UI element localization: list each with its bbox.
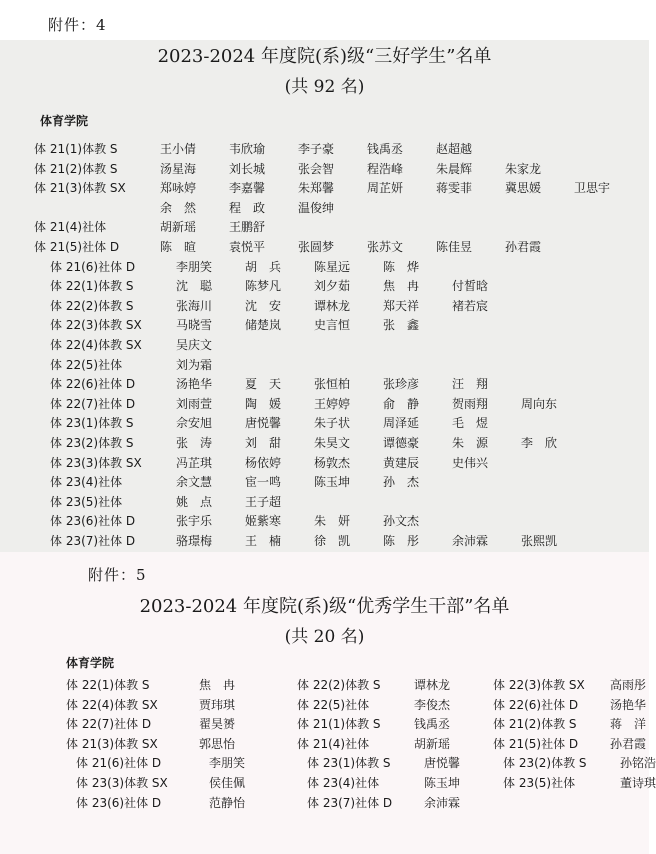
student-name: 高雨彤 xyxy=(610,678,647,692)
student-name: 翟昊赟 xyxy=(199,717,236,732)
student-name: 余沛霖 xyxy=(452,534,489,548)
student-name: 付皙晗 xyxy=(452,279,489,294)
student-name: 冀思媛 xyxy=(505,181,542,196)
student-name: 蒋 洋 xyxy=(610,717,647,732)
class-name: 体 23(6)社体 D xyxy=(50,514,136,529)
student-name: 汤星海 xyxy=(160,161,197,176)
class-name: 体 21(3)体教 SX xyxy=(66,736,158,751)
student-name: 朱郑馨 xyxy=(298,181,335,196)
student-name: 王小倩 xyxy=(160,142,197,156)
college-name: 体育学院 xyxy=(40,114,89,128)
student-name: 李朋笑 xyxy=(209,756,246,771)
student-name: 朱昊文 xyxy=(314,436,351,450)
student-name: 谭德豪 xyxy=(383,436,420,450)
table-row xyxy=(0,493,649,511)
student-name: 朱晨辉 xyxy=(436,161,473,176)
class-name: 体 21(2)体教 S xyxy=(34,161,118,176)
class-name: 体 22(3)体教 SX xyxy=(50,318,142,333)
student-name: 张熙凯 xyxy=(521,534,558,548)
student-name: 徐 凯 xyxy=(314,534,351,548)
student-name: 钱禹丞 xyxy=(367,142,404,156)
student-name: 汤艳华 xyxy=(610,697,647,712)
table-row xyxy=(0,473,649,491)
student-name: 褚若宸 xyxy=(452,298,489,313)
class-name: 体 23(5)社体 xyxy=(50,494,123,509)
class-name: 体 23(2)体教 S xyxy=(50,436,134,450)
class-name: 体 22(1)体教 S xyxy=(66,678,150,692)
student-name: 钱禹丞 xyxy=(414,717,451,732)
class-name: 体 23(1)体教 S xyxy=(50,416,134,431)
student-name: 周向东 xyxy=(521,396,558,411)
student-name: 董诗琪 xyxy=(620,776,656,790)
three-good-students-page xyxy=(0,40,649,552)
table-row xyxy=(0,356,649,374)
class-name: 体 21(2)体教 S xyxy=(493,717,577,732)
student-name: 汪 翔 xyxy=(452,377,489,392)
attachment-label-4: 附件：4 xyxy=(48,16,107,34)
college-name: 体育学院 xyxy=(66,656,115,670)
student-name: 陈佳昱 xyxy=(436,240,473,254)
class-name: 体 21(4)社体 xyxy=(297,736,370,751)
student-name: 温俊绅 xyxy=(298,200,335,215)
student-name: 储楚岚 xyxy=(245,318,282,333)
class-name: 体 21(5)社体 D xyxy=(493,736,579,751)
student-name: 李嘉馨 xyxy=(229,181,266,196)
table-row xyxy=(0,395,649,413)
student-name: 卫思宇 xyxy=(574,181,611,196)
class-name: 体 22(4)体教 SX xyxy=(66,697,158,712)
table-row xyxy=(0,512,649,530)
student-name: 沈 聪 xyxy=(176,279,213,294)
student-name: 余沛霖 xyxy=(424,795,461,810)
student-name: 胡新瑶 xyxy=(414,736,451,751)
student-name: 杨依婷 xyxy=(245,455,282,470)
student-name: 俞 静 xyxy=(383,396,420,411)
student-name: 宦一鸣 xyxy=(245,475,282,490)
student-name: 毛 煜 xyxy=(452,416,489,431)
class-name: 体 21(1)体教 S xyxy=(297,717,381,732)
table-row xyxy=(0,140,649,158)
table-row xyxy=(0,676,649,694)
student-name: 佘安旭 xyxy=(176,416,213,431)
page-title: 2023-2024 年度院(系)级“优秀学生干部”名单 xyxy=(139,596,510,617)
class-name: 体 22(7)社体 D xyxy=(50,396,136,411)
student-name: 朱 源 xyxy=(452,436,489,450)
student-name: 张 涛 xyxy=(176,436,213,450)
student-name: 李子豪 xyxy=(298,142,335,156)
student-name: 李 欣 xyxy=(521,436,558,450)
student-name: 刘为霜 xyxy=(176,357,213,372)
student-name: 孙君霞 xyxy=(505,240,542,254)
class-name: 体 22(3)体教 SX xyxy=(493,678,585,692)
student-name: 陈玉坤 xyxy=(314,475,351,490)
student-name: 马晓雪 xyxy=(176,318,213,333)
student-name: 张苏文 xyxy=(367,240,404,254)
table-row xyxy=(0,277,649,295)
student-name: 刘 甜 xyxy=(245,436,282,450)
student-name: 史伟兴 xyxy=(452,455,489,470)
student-name: 黄建辰 xyxy=(383,455,420,470)
student-name: 姚 点 xyxy=(176,494,213,509)
student-name: 刘长城 xyxy=(229,161,266,176)
student-name: 张珍彦 xyxy=(383,377,420,392)
student-name: 冯芷琪 xyxy=(176,455,213,470)
table-row xyxy=(0,774,656,792)
student-name: 王 楠 xyxy=(245,534,282,548)
student-name: 陈 彤 xyxy=(383,534,420,548)
student-name: 朱家龙 xyxy=(505,161,542,176)
attachment-label-5: 附件：5 xyxy=(88,566,147,584)
student-name: 汤艳华 xyxy=(176,377,213,392)
class-name: 体 22(2)体教 S xyxy=(50,298,134,313)
student-name: 唐悦馨 xyxy=(424,756,461,771)
class-name: 体 22(5)社体 xyxy=(50,357,123,372)
class-name: 体 22(4)体教 SX xyxy=(50,338,142,352)
student-name: 张圆梦 xyxy=(298,240,335,254)
class-name: 体 21(3)体教 SX xyxy=(34,181,126,196)
student-name: 蒋雯菲 xyxy=(436,181,473,196)
student-name: 陈星远 xyxy=(314,259,351,274)
class-name: 体 23(7)社体 D xyxy=(307,795,393,810)
table-row xyxy=(0,160,649,178)
class-name: 体 23(4)社体 xyxy=(50,475,123,490)
table-row xyxy=(0,754,656,772)
class-name: 体 23(3)体教 SX xyxy=(76,776,168,790)
student-name: 余文慧 xyxy=(176,475,213,490)
student-name: 韦欣瑜 xyxy=(229,142,266,156)
student-name: 杨敦杰 xyxy=(314,455,351,470)
page-title: 2023-2024 年度院(系)级“三好学生”名单 xyxy=(157,46,492,67)
student-name: 余 然 xyxy=(160,200,197,215)
table-row xyxy=(0,696,649,714)
student-name: 焦 冉 xyxy=(383,279,420,294)
outstanding-cadres-page xyxy=(0,552,656,854)
student-name: 朱子状 xyxy=(314,416,351,431)
student-name: 范静怡 xyxy=(209,795,246,810)
student-name: 王鹏舒 xyxy=(229,220,266,235)
student-name: 陶 媛 xyxy=(245,396,282,411)
table-row xyxy=(0,735,649,753)
class-name: 体 21(6)社体 D xyxy=(76,756,162,771)
student-name: 胡 兵 xyxy=(245,259,282,274)
student-name: 孙 杰 xyxy=(383,475,420,490)
class-name: 体 22(5)社体 xyxy=(297,697,370,712)
student-name: 袁悦平 xyxy=(229,240,266,254)
table-row xyxy=(0,218,649,236)
student-name: 骆璟梅 xyxy=(176,534,213,548)
student-name: 谭林龙 xyxy=(414,678,451,692)
student-name: 刘夕茹 xyxy=(314,279,351,294)
table-row xyxy=(0,199,649,217)
class-name: 体 21(4)社体 xyxy=(34,220,107,235)
table-row xyxy=(0,532,649,550)
class-name: 体 21(5)社体 D xyxy=(34,240,120,254)
table-row xyxy=(0,316,649,334)
student-name: 程浩峰 xyxy=(367,161,404,176)
class-name: 体 23(1)体教 S xyxy=(307,756,391,771)
student-name: 郑咏婷 xyxy=(160,181,197,196)
class-name: 体 23(2)体教 S xyxy=(503,756,587,771)
student-name: 朱 妍 xyxy=(314,514,351,529)
student-name: 贾玮琪 xyxy=(199,697,236,712)
student-name: 王子超 xyxy=(245,494,282,509)
student-name: 程 政 xyxy=(229,200,266,215)
table-row xyxy=(0,297,649,315)
table-row xyxy=(0,715,649,733)
class-name: 体 23(4)社体 xyxy=(307,776,380,790)
student-name: 张会智 xyxy=(298,161,335,176)
student-name: 王婷婷 xyxy=(314,396,351,411)
class-name: 体 21(1)体教 S xyxy=(34,142,118,156)
class-name: 体 22(7)社体 D xyxy=(66,717,152,732)
student-name: 张 鑫 xyxy=(383,318,420,333)
class-name: 体 22(2)体教 S xyxy=(297,678,381,692)
student-name: 张恒柏 xyxy=(314,377,351,392)
table-row xyxy=(0,434,649,452)
class-name: 体 22(1)体教 S xyxy=(50,279,134,294)
class-name: 体 21(6)社体 D xyxy=(50,259,136,274)
student-name: 贺雨翔 xyxy=(452,396,489,411)
student-name: 陈 暄 xyxy=(160,240,197,254)
table-row xyxy=(0,238,649,256)
student-name: 李朋笑 xyxy=(176,259,213,274)
student-name: 胡新瑶 xyxy=(160,220,197,235)
student-name: 孙铭浩 xyxy=(620,756,656,771)
student-name: 周泽延 xyxy=(383,416,420,431)
student-name: 史言恒 xyxy=(314,318,351,333)
page-subtitle: (共 20 名) xyxy=(284,627,365,647)
table-row xyxy=(0,414,649,432)
table-row xyxy=(0,336,649,354)
class-name: 体 23(6)社体 D xyxy=(76,795,162,810)
student-name: 张海川 xyxy=(176,298,213,313)
student-name: 焦 冉 xyxy=(199,678,236,692)
student-name: 姬紫寒 xyxy=(245,514,282,529)
student-name: 陈梦凡 xyxy=(245,279,282,294)
student-name: 张宇乐 xyxy=(176,514,213,529)
student-name: 侯佳佩 xyxy=(209,776,246,790)
student-name: 赵超越 xyxy=(436,142,473,156)
student-name: 刘雨萱 xyxy=(176,396,213,411)
class-name: 体 22(6)社体 D xyxy=(50,377,136,392)
student-name: 谭林龙 xyxy=(314,298,351,313)
page-subtitle: (共 92 名) xyxy=(284,77,365,97)
student-name: 唐悦馨 xyxy=(245,416,282,431)
student-name: 陈 烨 xyxy=(383,259,420,274)
student-name: 夏 天 xyxy=(245,377,282,392)
student-name: 吴庆文 xyxy=(176,338,213,352)
student-name: 郑天祥 xyxy=(383,298,420,313)
table-row xyxy=(0,179,649,197)
class-name: 体 22(6)社体 D xyxy=(493,697,579,712)
class-name: 体 23(3)体教 SX xyxy=(50,455,142,470)
student-name: 孙君霞 xyxy=(610,736,647,751)
student-name: 周芷妍 xyxy=(367,181,404,196)
student-name: 李俊杰 xyxy=(414,697,451,712)
table-row xyxy=(0,794,649,812)
student-name: 郭思怡 xyxy=(199,736,236,751)
table-row xyxy=(0,375,649,393)
student-name: 沈 安 xyxy=(245,298,282,313)
table-row xyxy=(0,258,649,276)
student-name: 陈玉坤 xyxy=(424,776,461,790)
table-row xyxy=(0,454,649,472)
class-name: 体 23(5)社体 xyxy=(503,776,576,790)
student-name: 孙文杰 xyxy=(383,514,420,529)
class-name: 体 23(7)社体 D xyxy=(50,534,136,548)
